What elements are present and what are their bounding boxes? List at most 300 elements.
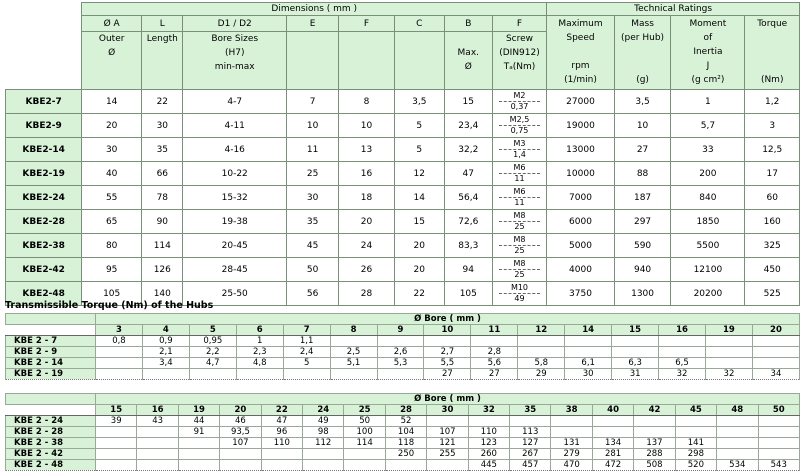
torque-value: 27 (424, 369, 471, 380)
torque-value: 250 (385, 449, 426, 460)
size-row-spacer (6, 325, 96, 336)
torque-value (261, 460, 302, 471)
rating-mass: 1300 (614, 282, 671, 306)
header-spacer (6, 314, 96, 325)
torque-row (6, 347, 800, 358)
hub-name: KBE 2 - 48 (6, 460, 96, 471)
bore-header: Ø Bore ( mm ) (96, 314, 800, 325)
model-name: KBE2-24 (6, 186, 82, 210)
header-line: Tₐ(Nm) (503, 62, 536, 72)
torque-value: 2,7 (424, 347, 471, 358)
dim-e: 7 (286, 90, 338, 114)
dimension-header (339, 16, 395, 90)
model-name: KBE2-48 (6, 282, 82, 306)
torque-value: 134 (592, 438, 633, 449)
torque-value (96, 438, 137, 449)
torque-value: 91 (178, 427, 219, 438)
bore-size: 11 (471, 325, 518, 336)
dim-bore: 19-38 (183, 210, 286, 234)
dim-f: 16 (339, 162, 395, 186)
header-line (339, 60, 394, 74)
torque-table-small-hubs (5, 313, 800, 380)
spec-row (6, 210, 800, 234)
dimension-header (394, 16, 444, 90)
dim-f: 8 (339, 90, 395, 114)
header-line (745, 45, 799, 59)
torque-value (330, 369, 377, 380)
spec-row (6, 114, 800, 138)
header-line: min-max (214, 62, 255, 72)
torque-value (705, 347, 752, 358)
torque-value: 298 (675, 449, 716, 460)
hub-name: KBE 2 - 7 (6, 336, 96, 347)
torque-value: 123 (468, 438, 509, 449)
torque-row (6, 427, 800, 438)
header-line (395, 60, 444, 74)
corner-cell (6, 3, 82, 90)
dim-c: 15 (394, 210, 444, 234)
tightening-torque: 0,75 (510, 126, 529, 135)
dim-a: 80 (82, 234, 142, 258)
spec-row (6, 138, 800, 162)
torque-value (717, 438, 758, 449)
model-name: KBE2-14 (6, 138, 82, 162)
torque-value (178, 460, 219, 471)
dim-b: 72,6 (444, 210, 492, 234)
rating-inertia: 1 (671, 90, 745, 114)
torque-value: 5,1 (330, 358, 377, 369)
torque-value: 0,8 (96, 336, 143, 347)
torque-value: 472 (592, 460, 633, 471)
rating-torque: 12,5 (745, 138, 800, 162)
torque-value (236, 369, 283, 380)
screw-cell (492, 138, 547, 162)
dim-b: 23,4 (444, 114, 492, 138)
torque-value (137, 460, 178, 471)
rating-speed: 5000 (547, 234, 615, 258)
dim-c: 5 (394, 114, 444, 138)
bore-size: 32 (468, 405, 509, 416)
rating-mass: 297 (614, 210, 671, 234)
header-line (287, 46, 338, 60)
torque-value: 0,95 (189, 336, 236, 347)
dim-b: 105 (444, 282, 492, 306)
bore-size: 30 (427, 405, 468, 416)
torque-value (717, 427, 758, 438)
torque-value (551, 427, 592, 438)
hub-name: KBE 2 - 24 (6, 416, 96, 427)
torque-value (189, 369, 236, 380)
dim-l: 22 (142, 90, 183, 114)
header-line: (g cm²) (691, 75, 725, 85)
hub-name: KBE 2 - 14 (6, 358, 96, 369)
torque-value (758, 449, 800, 460)
bore-size: 4 (142, 325, 189, 336)
torque-value (137, 449, 178, 460)
header-line: Maximum (558, 19, 603, 29)
torque-value: 39 (96, 416, 137, 427)
torque-value (344, 449, 385, 460)
torque-value: 2,1 (142, 347, 189, 358)
torque-value: 113 (510, 427, 551, 438)
torque-value (471, 336, 518, 347)
torque-value (717, 449, 758, 460)
bore-size: 12 (518, 325, 565, 336)
header-line: Ø (464, 62, 472, 72)
dim-l: 126 (142, 258, 183, 282)
bore-size: 20 (220, 405, 261, 416)
screw-size: M10 (499, 283, 541, 294)
torque-value (551, 416, 592, 427)
dimension-header (142, 16, 183, 90)
header-line: Length (146, 34, 178, 44)
hub-name: KBE 2 - 19 (6, 369, 96, 380)
dim-c: 3,5 (394, 90, 444, 114)
torque-value (592, 416, 633, 427)
dim-bore: 20-45 (183, 234, 286, 258)
dim-e: 30 (286, 186, 338, 210)
bore-size: 45 (675, 405, 716, 416)
model-name: KBE2-7 (6, 90, 82, 114)
tightening-torque: 0,37 (510, 102, 529, 111)
torque-value (96, 449, 137, 460)
torque-value (592, 427, 633, 438)
header-line (615, 59, 671, 73)
header-line: (g) (636, 75, 649, 85)
spec-row (6, 162, 800, 186)
torque-value (96, 347, 143, 358)
dim-bore: 4-16 (183, 138, 286, 162)
header-line: L (142, 17, 182, 32)
rating-inertia: 20200 (671, 282, 745, 306)
torque-value: 445 (468, 460, 509, 471)
screw-cell (492, 210, 547, 234)
bore-size: 20 (752, 325, 799, 336)
dim-l: 140 (142, 282, 183, 306)
rating-speed: 19000 (547, 114, 615, 138)
header-line (142, 46, 182, 60)
screw-cell (492, 282, 547, 306)
dim-l: 78 (142, 186, 183, 210)
rating-speed: 3750 (547, 282, 615, 306)
tightening-torque: 25 (514, 270, 525, 279)
dim-bore: 25-50 (183, 282, 286, 306)
dim-l: 66 (142, 162, 183, 186)
bore-size: 15 (612, 325, 659, 336)
torque-value: 520 (675, 460, 716, 471)
header-line: B (445, 17, 492, 32)
torque-value (344, 460, 385, 471)
torque-value (752, 347, 799, 358)
header-line (547, 45, 614, 59)
header-line (445, 32, 492, 46)
header-line: (1/min) (564, 75, 597, 85)
dim-a: 65 (82, 210, 142, 234)
dim-b: 32,2 (444, 138, 492, 162)
torque-value (137, 438, 178, 449)
torque-value: 107 (220, 438, 261, 449)
model-name: KBE2-38 (6, 234, 82, 258)
dimension-header (492, 16, 547, 90)
torque-value (659, 347, 706, 358)
rating-torque: 525 (745, 282, 800, 306)
torque-value (468, 416, 509, 427)
torque-value: 267 (510, 449, 551, 460)
dim-l: 35 (142, 138, 183, 162)
torque-value: 508 (634, 460, 675, 471)
header-line (82, 60, 141, 74)
spec-row (6, 90, 800, 114)
rating-torque: 450 (745, 258, 800, 282)
rating-torque: 325 (745, 234, 800, 258)
torque-value: 2,8 (471, 347, 518, 358)
torque-value: 2,5 (330, 347, 377, 358)
torque-value: 107 (427, 427, 468, 438)
bore-size: 7 (283, 325, 330, 336)
dimension-header (82, 16, 142, 90)
torque-value: 260 (468, 449, 509, 460)
torque-value: 534 (717, 460, 758, 471)
screw-size: M2 (499, 91, 541, 102)
torque-value: 47 (261, 416, 302, 427)
torque-value (220, 460, 261, 471)
torque-value: 2,6 (377, 347, 424, 358)
torque-value: 1,1 (283, 336, 330, 347)
dimension-header (286, 16, 338, 90)
header-line: Torque (757, 19, 788, 29)
dim-a: 95 (82, 258, 142, 282)
torque-value: 281 (592, 449, 633, 460)
torque-value: 457 (510, 460, 551, 471)
torque-value: 118 (385, 438, 426, 449)
tightening-torque: 11 (514, 198, 525, 207)
screw-cell (492, 186, 547, 210)
size-row-spacer (6, 405, 96, 416)
rating-inertia: 33 (671, 138, 745, 162)
torque-value: 112 (303, 438, 344, 449)
header-line (395, 46, 444, 60)
rating-inertia: 840 (671, 186, 745, 210)
dim-a: 20 (82, 114, 142, 138)
bore-size: 19 (705, 325, 752, 336)
torque-value (261, 449, 302, 460)
dim-f: 24 (339, 234, 395, 258)
dim-e: 56 (286, 282, 338, 306)
torque-value (377, 336, 424, 347)
screw-size: M6 (499, 163, 541, 174)
rating-mass: 940 (614, 258, 671, 282)
torque-value: 6,5 (659, 358, 706, 369)
dim-bore: 4-11 (183, 114, 286, 138)
header-line: Bore Sizes (211, 34, 259, 44)
rating-speed: 13000 (547, 138, 615, 162)
torque-value: 543 (758, 460, 800, 471)
dim-e: 45 (286, 234, 338, 258)
torque-value: 279 (551, 449, 592, 460)
torque-value: 96 (261, 427, 302, 438)
rating-header (547, 16, 615, 90)
rating-torque: 60 (745, 186, 800, 210)
torque-value: 29 (518, 369, 565, 380)
dim-f: 18 (339, 186, 395, 210)
torque-value (96, 460, 137, 471)
rating-torque: 17 (745, 162, 800, 186)
torque-value (634, 427, 675, 438)
torque-value: 2,4 (283, 347, 330, 358)
torque-value (705, 358, 752, 369)
header-line (745, 59, 799, 73)
torque-value: 49 (303, 416, 344, 427)
tightening-torque: 11 (514, 174, 525, 183)
tightening-torque: 25 (514, 222, 525, 231)
rating-mass: 88 (614, 162, 671, 186)
dim-a: 30 (82, 138, 142, 162)
torque-value (96, 427, 137, 438)
torque-value: 5 (283, 358, 330, 369)
torque-row (6, 336, 800, 347)
torque-value: 114 (344, 438, 385, 449)
torque-value: 470 (551, 460, 592, 471)
torque-value: 127 (510, 438, 551, 449)
torque-value: 1 (236, 336, 283, 347)
torque-value: 3,4 (142, 358, 189, 369)
torque-value (758, 427, 800, 438)
torque-value (385, 460, 426, 471)
torque-value: 5,5 (424, 358, 471, 369)
header-line (339, 46, 394, 60)
spec-row (6, 186, 800, 210)
torque-value (675, 427, 716, 438)
torque-value (427, 460, 468, 471)
torque-value: 5,8 (518, 358, 565, 369)
dim-a: 14 (82, 90, 142, 114)
torque-value (612, 336, 659, 347)
dim-bore: 10-22 (183, 162, 286, 186)
rating-header (614, 16, 671, 90)
torque-value: 100 (344, 427, 385, 438)
torque-value (283, 369, 330, 380)
dim-c: 22 (394, 282, 444, 306)
header-line: Inertia (693, 47, 723, 57)
dim-e: 50 (286, 258, 338, 282)
rating-mass: 27 (614, 138, 671, 162)
ratings-group-header: Technical Ratings (547, 3, 800, 16)
bore-header: Ø Bore ( mm ) (96, 394, 800, 405)
dim-e: 10 (286, 114, 338, 138)
torque-value: 121 (427, 438, 468, 449)
dim-e: 35 (286, 210, 338, 234)
screw-size: M8 (499, 235, 541, 246)
dimension-header (444, 16, 492, 90)
torque-value: 31 (612, 369, 659, 380)
screw-size: M8 (499, 211, 541, 222)
dim-b: 94 (444, 258, 492, 282)
torque-value: 104 (385, 427, 426, 438)
rating-mass: 3,5 (614, 90, 671, 114)
torque-value (634, 416, 675, 427)
screw-size: M6 (499, 187, 541, 198)
dim-b: 15 (444, 90, 492, 114)
rating-inertia: 5,7 (671, 114, 745, 138)
dim-a: 55 (82, 186, 142, 210)
bore-size: 28 (385, 405, 426, 416)
header-line: Moment (689, 19, 727, 29)
dim-bore: 28-45 (183, 258, 286, 282)
header-line: Screw (505, 34, 534, 44)
header-line (287, 32, 338, 46)
torque-value (220, 449, 261, 460)
header-line: rpm (571, 61, 590, 71)
dim-f: 10 (339, 114, 395, 138)
rating-header (671, 16, 745, 90)
header-line: F (339, 17, 394, 32)
rating-mass: 10 (614, 114, 671, 138)
bore-size: 5 (189, 325, 236, 336)
torque-value: 50 (344, 416, 385, 427)
bore-size: 38 (551, 405, 592, 416)
header-line (745, 31, 799, 45)
rating-header (745, 16, 800, 90)
bore-size: 6 (236, 325, 283, 336)
torque-value: 52 (385, 416, 426, 427)
torque-row (6, 358, 800, 369)
torque-value: 4,8 (236, 358, 283, 369)
torque-value: 2,3 (236, 347, 283, 358)
header-line (142, 60, 182, 74)
header-line: Outer (98, 34, 125, 44)
header-line: Mass (631, 19, 654, 29)
header-line: E (287, 17, 338, 32)
torque-value (518, 336, 565, 347)
header-line (339, 32, 394, 46)
dimension-header (183, 16, 286, 90)
hub-name: KBE 2 - 28 (6, 427, 96, 438)
torque-value: 2,2 (189, 347, 236, 358)
dim-l: 90 (142, 210, 183, 234)
dim-b: 47 (444, 162, 492, 186)
spec-row (6, 234, 800, 258)
rating-mass: 187 (614, 186, 671, 210)
screw-size: M3 (499, 139, 541, 150)
model-name: KBE2-19 (6, 162, 82, 186)
header-line: (per Hub) (621, 33, 665, 43)
dimensions-group-header: Dimensions ( mm ) (82, 3, 547, 16)
rating-torque: 160 (745, 210, 800, 234)
header-line (287, 60, 338, 74)
torque-value: 288 (634, 449, 675, 460)
torque-value (330, 336, 377, 347)
bore-size: 10 (424, 325, 471, 336)
torque-table-large-hubs (5, 393, 800, 471)
torque-value: 30 (565, 369, 612, 380)
torque-value: 32 (659, 369, 706, 380)
header-line: (DIN912) (499, 48, 540, 58)
torque-value (752, 358, 799, 369)
dim-bore: 4-7 (183, 90, 286, 114)
torque-value (612, 347, 659, 358)
bore-size: 16 (659, 325, 706, 336)
hub-name: KBE 2 - 9 (6, 347, 96, 358)
rating-speed: 7000 (547, 186, 615, 210)
hub-name: KBE 2 - 38 (6, 438, 96, 449)
header-line: (H7) (224, 48, 245, 58)
torque-row (6, 369, 800, 380)
torque-value (96, 358, 143, 369)
torque-value: 5,6 (471, 358, 518, 369)
torque-value: 0,9 (142, 336, 189, 347)
dim-l: 114 (142, 234, 183, 258)
torque-value: 5,3 (377, 358, 424, 369)
